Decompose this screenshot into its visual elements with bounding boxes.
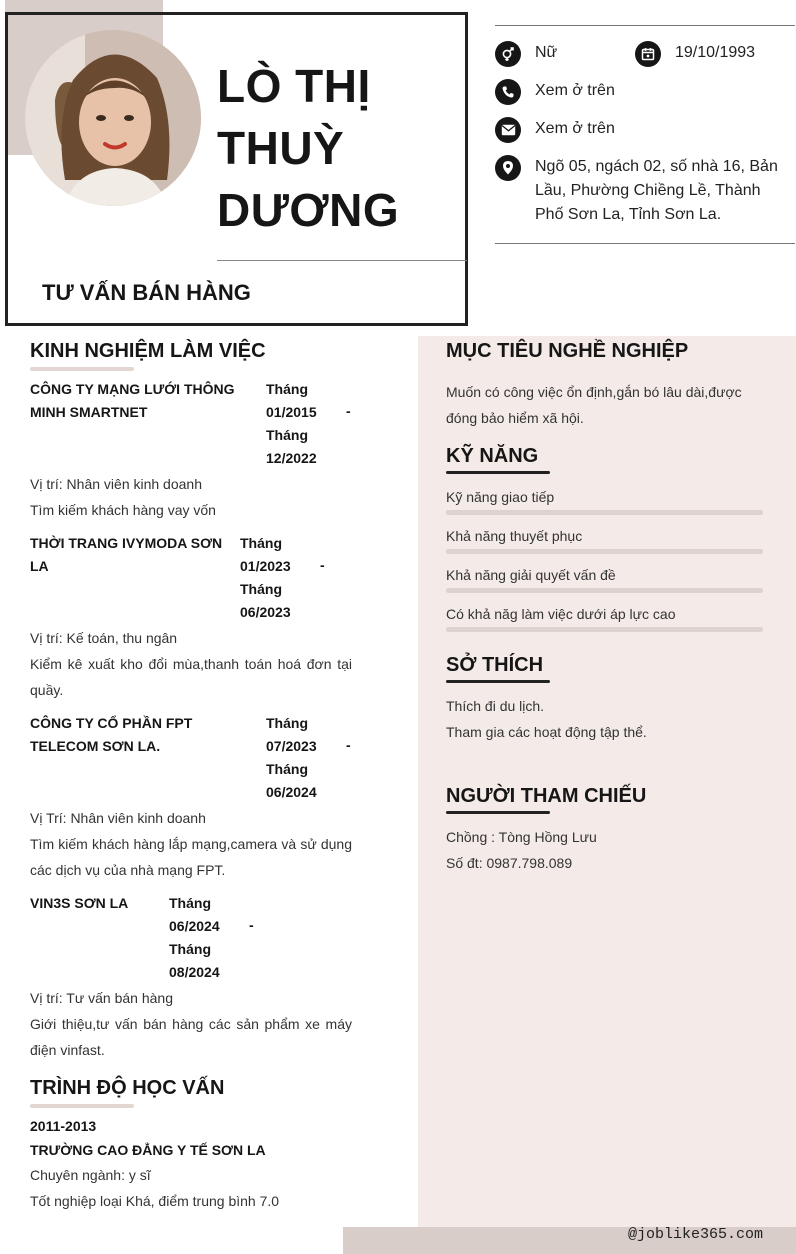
- skill-2-bar: [446, 549, 763, 554]
- hobby-item: Thích đi du lịch.: [446, 698, 545, 714]
- birthday-value: 19/10/1993: [675, 44, 756, 61]
- job-1-details: Vị trí: Nhân viên kinh doanh Tìm kiếm khách hàng vay vốn: [30, 476, 216, 518]
- skill-4-label: Có khả năg làm việc dưới áp lực cao: [446, 606, 676, 622]
- job-3-date-dash: -: [346, 737, 351, 753]
- gender-icon: [495, 41, 521, 67]
- name-line-1: LÒ THỊ: [217, 60, 371, 112]
- reference-title: NGƯỜI THAM CHIẾU: [446, 785, 647, 807]
- name-line-2: THUỲ: [217, 122, 345, 174]
- job-2-date: Tháng 01/2023 Tháng 06/2023: [240, 535, 291, 620]
- skill-3-bar: [446, 588, 763, 593]
- full-name: [217, 55, 467, 241]
- job-3-details: Vị Trí: Nhân viên kinh doanh Tìm kiếm khách hàng lắp mạng,camera và sử dụng các dịch vụ của nhà mạng FPT.: [30, 810, 352, 878]
- job-4-date: Tháng 06/2024 Tháng 08/2024: [169, 895, 220, 980]
- hobbies-title: SỞ THÍCH: [446, 654, 544, 676]
- skills-title: KỸ NĂNG: [446, 445, 539, 467]
- job-3-date: Tháng 07/2023 Tháng 06/2024: [266, 715, 317, 800]
- education-years: 2011-2013: [30, 1118, 97, 1134]
- contact-birthday: [635, 41, 755, 67]
- job-2-details: Vị trí: Kế toán, thu ngân Kiểm kê xuất kho đổi mùa,thanh toán hoá đơn tại quầy.: [30, 630, 352, 698]
- job-2-company: THỜI TRANG IVYMODA SƠN LA: [30, 535, 223, 574]
- job-3-company: CÔNG TY CỔ PHẦN FPT TELECOM SƠN LA.: [30, 715, 193, 754]
- job-1-date-dash: -: [346, 403, 351, 419]
- skill-4-bar: [446, 627, 763, 632]
- contact-email: [495, 117, 615, 143]
- phone-value: Xem ở trên: [535, 82, 615, 99]
- contact-phone: [495, 79, 615, 105]
- name-divider: [217, 260, 467, 261]
- objective-title: MỤC TIÊU NGHỀ NGHIỆP: [446, 340, 689, 362]
- job-4-company: VIN3S SƠN LA: [30, 895, 129, 911]
- skill-1-label: Kỹ năng giao tiếp: [446, 489, 555, 505]
- education-underline: [30, 1104, 134, 1108]
- reference-underline: [446, 811, 550, 814]
- job-4-details: Vị trí: Tư vấn bán hàng Giới thiệu,tư vấn bán hàng các sản phẩm xe máy điện vinfast.: [30, 990, 352, 1058]
- education-details: Chuyên ngành: y sĩ Tốt nghiệp loại Khá, điểm trung bình 7.0: [30, 1167, 280, 1209]
- gender-value: Nữ: [535, 44, 558, 61]
- name-line-3: DƯƠNG: [217, 184, 400, 236]
- job-2-date-dash: -: [320, 557, 325, 573]
- contact-gender: [495, 41, 557, 67]
- calendar-icon: [635, 41, 661, 67]
- avatar: [25, 30, 201, 206]
- email-value: Xem ở trên: [535, 120, 615, 137]
- location-icon: [495, 155, 521, 181]
- education-title: TRÌNH ĐỘ HỌC VẤN: [30, 1077, 225, 1099]
- job-1-company: CÔNG TY MẠNG LƯỚI THÔNG MINH SMARTNET: [30, 381, 235, 420]
- footer-watermark: @joblike365.com: [627, 1226, 763, 1243]
- contact-divider-top: [495, 25, 795, 26]
- email-icon: [495, 117, 521, 143]
- job-1-date: Tháng 01/2015 Tháng 12/2022: [266, 381, 317, 466]
- experience-underline: [30, 367, 134, 371]
- hobbies-list: [446, 693, 776, 745]
- hobbies-underline: [446, 680, 550, 683]
- address-value: Ngõ 05, ngách 02, số nhà 16, Bản Lầu, Phường Chiềng Lề, Thành Phố Sơn La, Tỉnh Sơn La.: [535, 158, 778, 223]
- job-4-date-dash: -: [249, 917, 254, 933]
- skill-3-label: Khả năng giải quyết vấn đề: [446, 567, 616, 583]
- skills-underline: [446, 471, 550, 474]
- contact-address: [495, 155, 785, 227]
- skill-2-label: Khả năng thuyết phục: [446, 528, 583, 544]
- objective-text: Muốn có công việc ổn định,gắn bó lâu dài,được đóng bảo hiểm xã hội.: [446, 384, 742, 426]
- reference-details: Chồng : Tòng Hồng Lưu Số đt: 0987.798.089: [446, 829, 597, 871]
- phone-icon: [495, 79, 521, 105]
- contact-divider-bottom: [495, 243, 795, 244]
- skill-1-bar: [446, 510, 763, 515]
- experience-title: KINH NGHIỆM LÀM VIỆC: [30, 340, 266, 362]
- education-school: TRƯỜNG CAO ĐẲNG Y TẾ SƠN LA: [30, 1142, 266, 1158]
- job-title: TƯ VẤN BÁN HÀNG: [42, 280, 251, 305]
- hobby-item: Tham gia các hoạt động tập thể.: [446, 724, 647, 740]
